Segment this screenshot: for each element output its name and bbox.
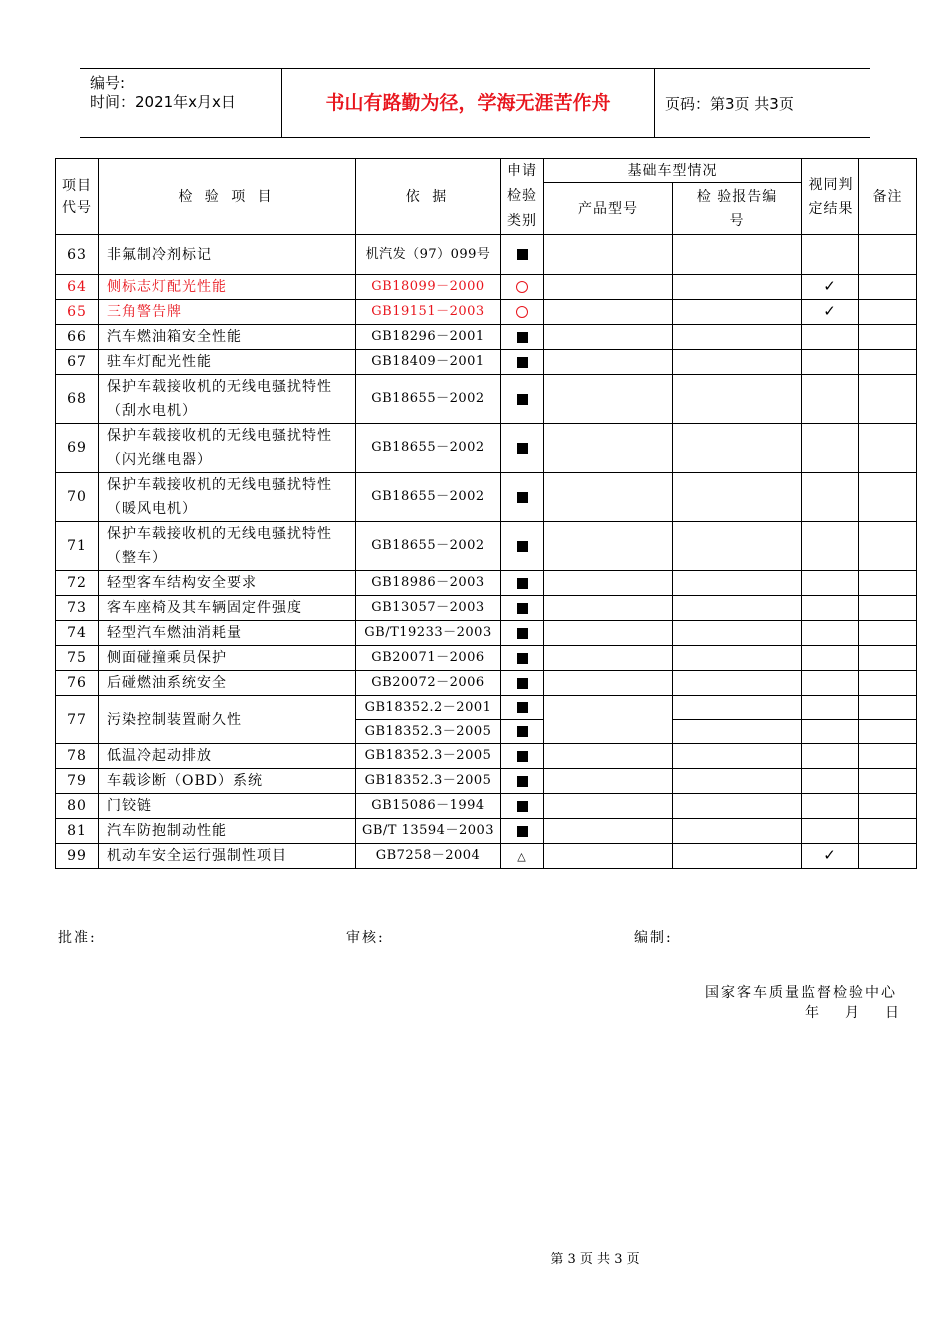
row-remark (859, 571, 917, 596)
row-code: 77 (56, 696, 99, 744)
row-basis: GB18099－2000 (356, 275, 501, 300)
row-report-no (673, 696, 802, 720)
table-row (56, 794, 917, 819)
row-deemed-result (802, 300, 859, 325)
row-apply-type (501, 350, 544, 375)
row-remark (859, 794, 917, 819)
row-deemed-result (802, 473, 859, 522)
row-deemed-result (802, 571, 859, 596)
row-code: 79 (56, 769, 99, 794)
row-item: 侧标志灯配光性能 (99, 275, 356, 300)
table-row (56, 571, 917, 596)
row-remark (859, 769, 917, 794)
row-basis: GB18986－2003 (356, 571, 501, 596)
square-mark-icon (517, 776, 528, 787)
circle-mark-icon (516, 281, 528, 293)
row-item: 汽车燃油箱安全性能 (99, 325, 356, 350)
row-code: 81 (56, 819, 99, 844)
row-deemed-result (802, 325, 859, 350)
row-apply-type (501, 571, 544, 596)
row-product-model (544, 325, 673, 350)
square-mark-icon (517, 603, 528, 614)
header-item: 检 验 项 目 (99, 159, 356, 235)
row-report-no (673, 522, 802, 571)
square-mark-icon (517, 826, 528, 837)
row-report-no (673, 819, 802, 844)
row-code: 78 (56, 744, 99, 769)
row-basis: GB/T19233－2003 (356, 621, 501, 646)
row-report-no (673, 325, 802, 350)
row-remark (859, 424, 917, 473)
row-report-no (673, 794, 802, 819)
row-code: 69 (56, 424, 99, 473)
row-product-model (544, 696, 673, 744)
row-remark (859, 621, 917, 646)
row-item: 保护车载接收机的无线电骚扰特性（闪光继电器） (99, 424, 356, 473)
row-apply-type (501, 424, 544, 473)
row-code: 76 (56, 671, 99, 696)
row-deemed-result (802, 744, 859, 769)
row-item: 非氟制冷剂标记 (99, 235, 356, 275)
row-remark (859, 325, 917, 350)
table-row (56, 424, 917, 473)
row-deemed-result (802, 596, 859, 621)
row-deemed-result (802, 671, 859, 696)
row-code: 72 (56, 571, 99, 596)
row-deemed-result (802, 720, 859, 744)
review-label: 审核: (346, 930, 385, 946)
square-mark-icon (517, 628, 528, 639)
row-code: 73 (56, 596, 99, 621)
row-apply-type (501, 300, 544, 325)
row-basis: GB/T 13594－2003 (356, 819, 501, 844)
row-remark (859, 696, 917, 720)
page-footer: 第 3 页 共 3 页 (550, 1252, 640, 1267)
table-row (56, 275, 917, 300)
row-report-no (673, 769, 802, 794)
row-item: 驻车灯配光性能 (99, 350, 356, 375)
header-remark: 备注 (859, 159, 917, 235)
row-product-model (544, 819, 673, 844)
row-deemed-result (802, 819, 859, 844)
time-label: 时间：2021年x月x日 (90, 93, 236, 111)
row-basis: GB18655－2002 (356, 522, 501, 571)
row-product-model (544, 671, 673, 696)
header-basis: 依 据 (356, 159, 501, 235)
row-remark (859, 235, 917, 275)
row-report-no (673, 473, 802, 522)
row-deemed-result (802, 621, 859, 646)
row-apply-type (501, 844, 544, 869)
square-mark-icon (517, 249, 528, 260)
table-row (56, 300, 917, 325)
row-report-no (673, 375, 802, 424)
row-apply-type (501, 325, 544, 350)
row-item: 侧面碰撞乘员保护 (99, 646, 356, 671)
row-remark (859, 473, 917, 522)
row-deemed-result (802, 844, 859, 869)
row-product-model (544, 769, 673, 794)
row-basis: GB18655－2002 (356, 424, 501, 473)
row-code: 64 (56, 275, 99, 300)
header-product-model: 产品型号 (544, 183, 673, 235)
row-product-model (544, 621, 673, 646)
table-row (56, 350, 917, 375)
inspection-table (55, 158, 917, 869)
table-row (56, 819, 917, 844)
table-row (56, 473, 917, 522)
row-item: 保护车载接收机的无线电骚扰特性（整车） (99, 522, 356, 571)
day-label: 日 (885, 1005, 899, 1021)
row-report-no (673, 571, 802, 596)
row-code: 67 (56, 350, 99, 375)
row-product-model (544, 300, 673, 325)
header-code: 项目代号 (56, 159, 99, 235)
circle-mark-icon (516, 306, 528, 318)
row-product-model (544, 235, 673, 275)
square-mark-icon (517, 332, 528, 343)
number-label: 编号: (90, 74, 126, 92)
organization-name: 国家客车质量监督检验中心 (705, 985, 897, 1001)
row-code: 70 (56, 473, 99, 522)
row-product-model (544, 844, 673, 869)
row-remark (859, 720, 917, 744)
row-item: 保护车载接收机的无线电骚扰特性（暖风电机） (99, 473, 356, 522)
row-deemed-result (802, 522, 859, 571)
row-remark (859, 350, 917, 375)
header-deemed-result: 视同判定结果 (802, 159, 859, 235)
row-code: 80 (56, 794, 99, 819)
approve-label: 批准: (58, 930, 97, 946)
row-remark (859, 596, 917, 621)
row-product-model (544, 473, 673, 522)
motto-title: 书山有路勤为径，学海无涯苦作舟 (282, 69, 655, 137)
row-report-no (673, 596, 802, 621)
row-remark (859, 646, 917, 671)
row-remark (859, 671, 917, 696)
check-mark-icon: ✓ (823, 277, 837, 295)
check-mark-icon: ✓ (823, 846, 837, 864)
row-deemed-result (802, 646, 859, 671)
table-row (56, 696, 917, 720)
row-deemed-result (802, 275, 859, 300)
row-deemed-result (802, 424, 859, 473)
row-item: 车载诊断（OBD）系统 (99, 769, 356, 794)
row-apply-type (501, 744, 544, 769)
row-code: 71 (56, 522, 99, 571)
row-report-no (673, 235, 802, 275)
row-basis: GB18409－2001 (356, 350, 501, 375)
table-row (56, 744, 917, 769)
row-apply-type (501, 720, 544, 744)
row-report-no (673, 621, 802, 646)
row-apply-type (501, 596, 544, 621)
row-basis: GB18352.3－2005 (356, 720, 501, 744)
row-item: 机动车安全运行强制性项目 (99, 844, 356, 869)
row-basis: 机汽发（97）099号 (356, 235, 501, 275)
month-label: 月 (845, 1005, 859, 1021)
row-basis: GB18655－2002 (356, 473, 501, 522)
row-basis: GB13057－2003 (356, 596, 501, 621)
square-mark-icon (517, 357, 528, 368)
row-basis: GB18352.3－2005 (356, 744, 501, 769)
table-row (56, 375, 917, 424)
square-mark-icon (517, 726, 528, 737)
row-report-no (673, 646, 802, 671)
row-apply-type (501, 235, 544, 275)
compile-label: 编制: (634, 930, 673, 946)
row-basis: GB20071－2006 (356, 646, 501, 671)
row-product-model (544, 375, 673, 424)
row-code: 66 (56, 325, 99, 350)
row-basis: GB18296－2001 (356, 325, 501, 350)
square-mark-icon (517, 443, 528, 454)
row-item: 保护车载接收机的无线电骚扰特性（刮水电机） (99, 375, 356, 424)
row-deemed-result (802, 350, 859, 375)
square-mark-icon (517, 801, 528, 812)
table-row (56, 671, 917, 696)
row-item: 三角警告牌 (99, 300, 356, 325)
row-item: 低温冷起动排放 (99, 744, 356, 769)
row-basis: GB18655－2002 (356, 375, 501, 424)
row-apply-type (501, 621, 544, 646)
row-remark (859, 744, 917, 769)
square-mark-icon (517, 751, 528, 762)
row-apply-type (501, 275, 544, 300)
triangle-mark-icon: △ (517, 849, 527, 863)
row-product-model (544, 424, 673, 473)
row-product-model (544, 522, 673, 571)
row-code: 99 (56, 844, 99, 869)
header-report-no: 检 验报告编号 (673, 183, 802, 235)
row-apply-type (501, 769, 544, 794)
row-item: 污染控制装置耐久性 (99, 696, 356, 744)
row-remark (859, 275, 917, 300)
row-report-no (673, 844, 802, 869)
square-mark-icon (517, 678, 528, 689)
check-mark-icon: ✓ (823, 302, 837, 320)
row-deemed-result (802, 696, 859, 720)
square-mark-icon (517, 578, 528, 589)
row-product-model (544, 571, 673, 596)
row-remark (859, 300, 917, 325)
row-basis: GB20072－2006 (356, 671, 501, 696)
row-item: 汽车防抱制动性能 (99, 819, 356, 844)
row-apply-type (501, 522, 544, 571)
row-product-model (544, 646, 673, 671)
row-product-model (544, 350, 673, 375)
row-code: 63 (56, 235, 99, 275)
row-report-no (673, 350, 802, 375)
table-row (56, 621, 917, 646)
row-remark (859, 375, 917, 424)
row-item: 客车座椅及其车辆固定件强度 (99, 596, 356, 621)
row-basis: GB15086－1994 (356, 794, 501, 819)
year-label: 年 (805, 1005, 819, 1021)
row-deemed-result (802, 769, 859, 794)
row-report-no (673, 300, 802, 325)
row-deemed-result (802, 794, 859, 819)
row-report-no (673, 671, 802, 696)
row-remark (859, 844, 917, 869)
row-code: 75 (56, 646, 99, 671)
row-report-no (673, 275, 802, 300)
signature-date (805, 1002, 899, 1022)
table-row (56, 646, 917, 671)
row-report-no (673, 744, 802, 769)
row-deemed-result (802, 375, 859, 424)
document-header (80, 68, 870, 138)
row-apply-type (501, 473, 544, 522)
square-mark-icon (517, 702, 528, 713)
row-apply-type (501, 646, 544, 671)
square-mark-icon (517, 541, 528, 552)
row-item: 后碰燃油系统安全 (99, 671, 356, 696)
row-code: 68 (56, 375, 99, 424)
row-item: 门铰链 (99, 794, 356, 819)
table-row (56, 325, 917, 350)
row-code: 65 (56, 300, 99, 325)
table-row (56, 844, 917, 869)
square-mark-icon (517, 394, 528, 405)
row-remark (859, 522, 917, 571)
table-row (56, 235, 917, 275)
row-remark (859, 819, 917, 844)
row-product-model (544, 596, 673, 621)
row-basis: GB18352.3－2005 (356, 769, 501, 794)
square-mark-icon (517, 653, 528, 664)
row-item: 轻型客车结构安全要求 (99, 571, 356, 596)
row-product-model (544, 794, 673, 819)
row-basis: GB19151－2003 (356, 300, 501, 325)
row-apply-type (501, 696, 544, 720)
row-basis: GB18352.2－2001 (356, 696, 501, 720)
row-product-model (544, 744, 673, 769)
row-report-no (673, 424, 802, 473)
header-base-model: 基础车型情况 (544, 159, 802, 183)
row-apply-type (501, 819, 544, 844)
row-apply-type (501, 794, 544, 819)
square-mark-icon (517, 492, 528, 503)
row-deemed-result (802, 235, 859, 275)
table-row (56, 769, 917, 794)
row-apply-type (501, 671, 544, 696)
table-row (56, 596, 917, 621)
header-apply-type: 申请检验类别 (501, 159, 544, 235)
row-product-model (544, 275, 673, 300)
row-basis: GB7258－2004 (356, 844, 501, 869)
row-apply-type (501, 375, 544, 424)
row-code: 74 (56, 621, 99, 646)
table-row (56, 522, 917, 571)
table-body (56, 235, 917, 869)
page-label: 页码：第3页 共3页 (665, 95, 794, 113)
row-report-no (673, 720, 802, 744)
row-item: 轻型汽车燃油消耗量 (99, 621, 356, 646)
header-left-cell (80, 69, 282, 137)
